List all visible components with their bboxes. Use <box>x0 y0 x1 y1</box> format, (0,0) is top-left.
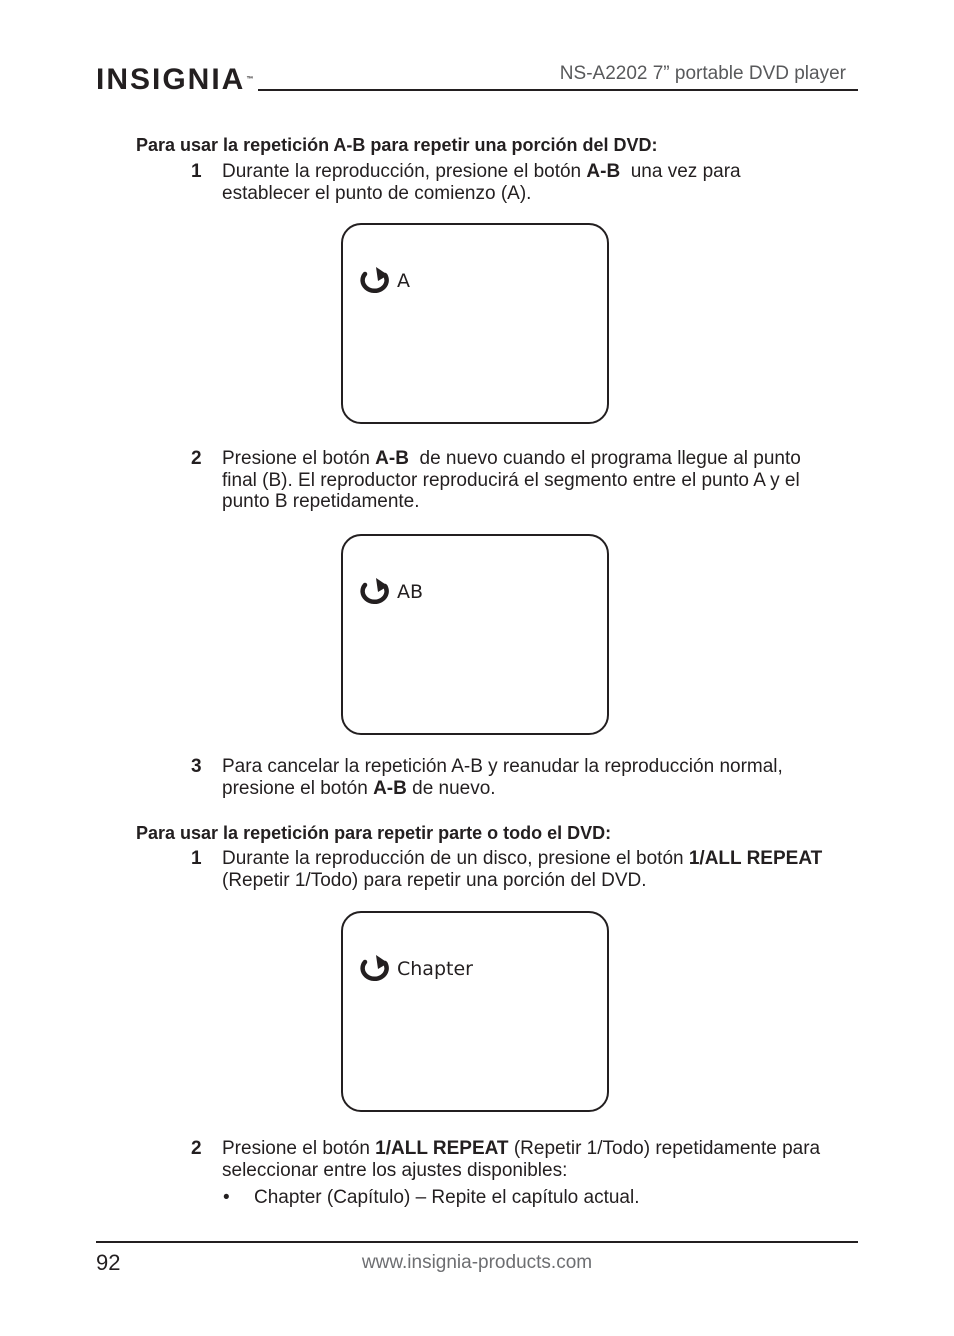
step-number: 2 <box>191 448 202 469</box>
page-number: 92 <box>96 1250 121 1275</box>
step-text-post: (Repetir 1/Todo) para repetir una porción del DVD. <box>222 869 647 891</box>
step-text <box>222 848 827 891</box>
bullet-text: Chapter (Capítulo) – Repite el capítulo actual. <box>254 1187 640 1208</box>
section2-heading: Para usar la repetición para repetir parte o todo el DVD: <box>136 823 612 843</box>
logo-trademark: ™ <box>246 76 254 83</box>
bullet-dot: • <box>223 1187 230 1208</box>
osd-screen-chapter <box>341 911 609 1112</box>
step-number: 1 <box>191 161 202 182</box>
repeat-icon <box>356 576 394 608</box>
step-text <box>222 448 837 513</box>
step-text-pre: Durante la reproducción, presione el botón <box>222 161 587 182</box>
osd-label: Chapter <box>397 958 473 980</box>
button-name: A-B <box>373 777 407 799</box>
osd-screen-ab <box>341 534 609 735</box>
header-rule <box>258 89 858 91</box>
step-text-post: de nuevo. <box>406 777 496 799</box>
repeat-icon <box>356 265 394 297</box>
osd-label: A <box>397 270 410 292</box>
step-text-pre: Para cancelar la repetición A-B y reanudar la reproducción normal, presione el botón <box>222 756 783 799</box>
button-name: A-B <box>375 448 409 469</box>
footer-url: www.insignia-products.com <box>361 1252 593 1273</box>
button-name: 1/ALL REPEAT <box>375 1138 509 1159</box>
footer-rule <box>96 1241 858 1243</box>
repeat-icon <box>356 953 394 985</box>
step-number: 1 <box>191 848 202 869</box>
button-name: A-B <box>586 161 621 182</box>
logo-text: INSIGNIA <box>96 63 246 96</box>
section1-heading: Para usar la repetición A-B para repetir una porción del DVD: <box>136 135 658 155</box>
step-text-pre: Presione el botón <box>222 1138 376 1159</box>
osd-label: AB <box>397 581 424 603</box>
step-text <box>222 756 802 799</box>
step-text-post: (Repetir 1/Todo) repetidamente para seleccionar entre los ajustes disponibles: <box>222 1138 821 1181</box>
header-title: NS-A2202 7” portable DVD player <box>559 63 846 84</box>
step-text-pre: Presione el botón <box>222 448 376 469</box>
step-text <box>222 1138 862 1181</box>
step-number: 3 <box>191 756 202 777</box>
osd-screen-a <box>341 223 609 424</box>
step-text-post: de nuevo cuando el programa llegue al punto final (B). El reproductor reproducirá el segmento entre el punto A y el punto B repetidamente. <box>222 448 807 512</box>
step-text-post: una vez para establecer el punto de comienzo (A). <box>222 161 746 204</box>
step-number: 2 <box>191 1138 202 1159</box>
button-name: 1/ALL REPEAT <box>688 848 823 869</box>
insignia-logo <box>96 62 253 98</box>
step-text <box>222 161 832 204</box>
step-text-pre: Durante la reproducción de un disco, presione el botón <box>222 848 689 869</box>
